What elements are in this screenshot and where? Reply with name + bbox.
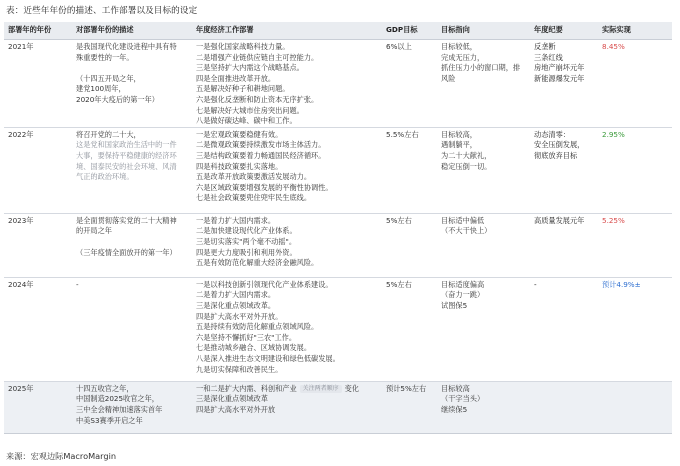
cell-work: 一是强化国家战略科技力量。 二是增强产业链供应链自主可控能力。 三是坚持扩大内需这个战略基点。 四是全面推进改革开放。 五是解决好种子和耕地问题。 六是强化反垄断和防止资本无序扩张。 七是解决好大城市住房突出问题。 八是做好碳达峰、碳中和工作。	[192, 40, 382, 128]
cell-gdp: 5%左右	[382, 213, 437, 277]
cell-gdp: 预计5%左右	[382, 381, 437, 433]
actual-value: 8.45%	[602, 42, 625, 51]
header-year: 部署年的年份	[4, 22, 72, 40]
cell-target: 目标较高， 遇制躺平， 为二十大献礼， 稳定压倒一切。	[437, 127, 530, 213]
actual-value: 2.95%	[602, 129, 625, 139]
table-row-2022	[4, 127, 672, 213]
cell-year: 2024年	[4, 277, 72, 381]
cell-summary: -	[530, 277, 598, 381]
order-note-tag: 关注两者顺序	[300, 385, 342, 393]
cell-target: 目标较高 （干字当头） 继续保5	[437, 381, 530, 433]
cell-target: 目标适度偏高 （奋力一跳） 试图保5	[437, 277, 530, 381]
cell-year: 2021年	[4, 40, 72, 128]
cell-summary: 动态清零： 安全压倒发展， 彻底放弃目标	[530, 127, 598, 213]
source-note: 来源：宏观边际MacroMargin	[6, 451, 117, 461]
cell-target: 目标适中偏低 （不大干快上）	[437, 213, 530, 277]
cell-gdp: 5%左右	[382, 277, 437, 381]
cell-description: 是我国现代化建设进程中具有特 殊重要性的一年。 （十四五开局之年， 建党100周年， 2020年大疫后的第一年）	[72, 40, 192, 128]
cell-work: 一是宏观政策要稳健有效。 二是微观政策要持续激发市场主体活力。 三是结构政策要着力畅通国民经济循环。 四是科技政策要扎实落地。 五是改革开放政策要激活发展动力。 六是区域政策要增强发展的平衡性协调性。 七是社会政策要兜住兜牢民生底线。	[192, 127, 382, 213]
table-row-2021	[4, 40, 672, 128]
header-actual: 实际实现	[598, 22, 672, 40]
cell-actual	[598, 40, 672, 128]
cell-work: 一是以科技创新引领现代化产业体系建设。 二是着力扩大国内需求。 三是深化重点领域改革。 四是扩大高水平对外开放。 五是持续有效防范化解重点领域风险。 六是坚持不懈抓好"三农"工作。 七是推动城乡融合、区域协调发展。 八是深入推进生态文明建设和绿色低碳发展。 九是切实保障和改善民生。	[192, 277, 382, 381]
cell-actual	[598, 127, 672, 213]
cell-summary: 反垄断 三条红线 房地产崩坏元年 新能源爆发元年	[530, 40, 598, 128]
cell-year: 2025年	[4, 381, 72, 433]
header-work: 年度经济工作部署	[192, 22, 382, 40]
cell-summary: 高质量发展元年	[530, 213, 598, 277]
cell-actual	[598, 381, 672, 433]
header-summary: 年度纪要	[530, 22, 598, 40]
actual-value: 5.25%	[602, 215, 625, 225]
cell-work: 一和二是扩大内需、科创和产业 关注两者顺序 变化 三是深化重点领域改革 四是扩大高水平对外开放	[192, 381, 382, 433]
cell-work: 一是着力扩大国内需求。 二是加快建设现代化产业体系。 三是切实落实"两个毫不动摇"。 四是更大力度吸引和利用外资。 五是有效防范化解重大经济金融风险。	[192, 213, 382, 277]
cell-year: 2022年	[4, 127, 72, 213]
cell-description: 将召开党的二十大， 这是党和国家政治生活中的一件 大事，要保持平稳健康的经济环 境、国泰民安的社会环境、风清 气正的政治环境。	[72, 127, 192, 213]
table-row-2025	[4, 381, 672, 433]
cell-gdp: 5.5%左右	[382, 127, 437, 213]
cell-target: 目标较低， 完成无压力， 抓住压力小的窗口期，排 风险	[437, 40, 530, 128]
cell-gdp: 6%以上	[382, 40, 437, 128]
cell-description: -	[72, 277, 192, 381]
table-row-2023	[4, 213, 672, 277]
header-row	[4, 22, 672, 40]
cell-year: 2023年	[4, 213, 72, 277]
actual-value: 预计4.9%±	[602, 279, 641, 289]
cell-description: 是全面贯彻落实党的二十大精神 的开局之年 （三年疫情全面放开的第一年）	[72, 213, 192, 277]
cell-summary	[530, 381, 598, 433]
cell-description: 十四五收官之年， 中国制造2025收官之年， 三中全会精神加速落实首年 中美S3赛季开启之年	[72, 381, 192, 433]
table-row-2024	[4, 277, 672, 381]
cell-actual	[598, 277, 672, 381]
header-description: 对部署年份的描述	[72, 22, 192, 40]
header-gdp: GDP目标	[382, 22, 437, 40]
table-title: 表：近些年年份的描述、工作部署以及目标的设定	[6, 6, 198, 16]
header-target: 目标指向	[437, 22, 530, 40]
policy-table	[4, 22, 672, 434]
cell-actual	[598, 213, 672, 277]
